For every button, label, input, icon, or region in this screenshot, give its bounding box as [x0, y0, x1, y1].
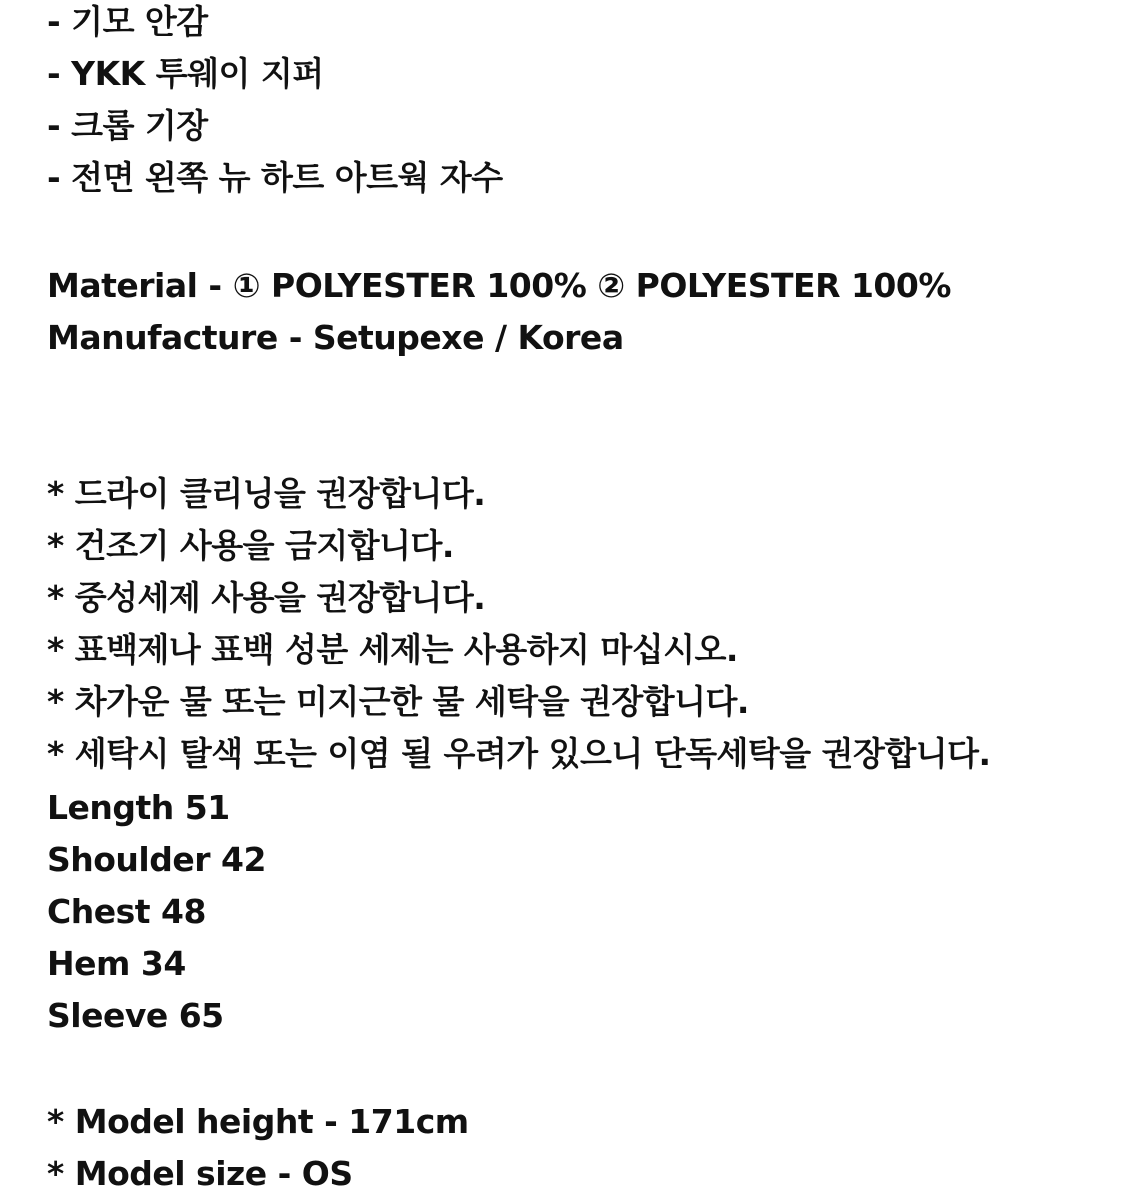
size-chest: Chest 48 [47, 892, 206, 931]
care-instruction: * 표백제나 표백 성분 세제는 사용하지 마십시오. [47, 630, 738, 669]
care-instruction: * 차가운 물 또는 미지근한 물 세탁을 권장합니다. [47, 682, 749, 721]
manufacture-line: Manufacture - Setupexe / Korea [47, 318, 624, 357]
care-instruction: * 드라이 클리닝을 권장합니다. [47, 474, 486, 513]
care-instruction: * 건조기 사용을 금지합니다. [47, 526, 454, 565]
model-height: * Model height - 171cm [47, 1102, 469, 1141]
feature-line: - 기모 안감 [47, 2, 208, 41]
size-sleeve: Sleeve 65 [47, 996, 224, 1035]
size-hem: Hem 34 [47, 944, 186, 983]
feature-line: - 크롭 기장 [47, 106, 208, 145]
care-instruction: * 중성세제 사용을 권장합니다. [47, 578, 486, 617]
feature-line: - YKK 투웨이 지퍼 [47, 54, 324, 93]
size-shoulder: Shoulder 42 [47, 840, 266, 879]
care-instruction: * 세탁시 탈색 또는 이염 될 우려가 있으니 단독세탁을 권장합니다. [47, 734, 991, 773]
size-length: Length 51 [47, 788, 230, 827]
material-line: Material - ① POLYESTER 100% ② POLYESTER 100% [47, 266, 951, 305]
feature-line: - 전면 왼쪽 뉴 하트 아트웍 자수 [47, 158, 503, 197]
model-size: * Model size - OS [47, 1154, 353, 1193]
